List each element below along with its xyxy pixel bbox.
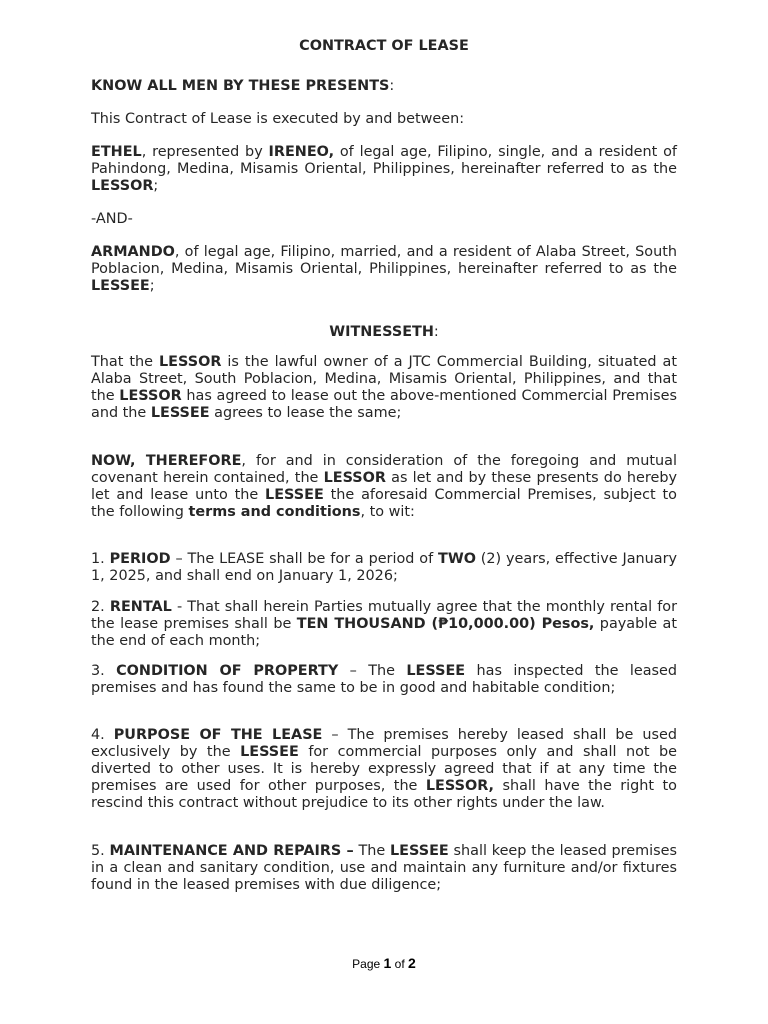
total-page-number: 2 (408, 955, 416, 971)
clause-rental: 2. RENTAL - That shall herein Parties mutually agree that the monthly rental for the lease premises shall be TEN THOUSAND (₱10,000.00) Pesos, payable at the end of each month; (91, 599, 677, 649)
and-separator: -AND- (91, 211, 133, 227)
current-page-number: 1 (383, 955, 392, 971)
page-word: Page (352, 957, 384, 971)
lessee-party-paragraph: ARMANDO, of legal age, Filipino, married, and a resident of Alaba Street, South Poblacion, Medina, Misamis Oriental, Philippines, hereinafter referred to as the LESSEE; (91, 244, 677, 294)
title-text: CONTRACT OF LEASE (299, 38, 469, 54)
witnesseth-heading: WITNESSETH: (329, 324, 439, 340)
preamble-heading: KNOW ALL MEN BY THESE PRESENTS: (91, 78, 395, 94)
of-word: of (391, 957, 409, 971)
clause-period: 1. PERIOD – The LEASE shall be for a period of TWO (2) years, effective January 1, 2025, and shall end on January 1, 2026; (91, 551, 678, 584)
document-title (91, 38, 677, 55)
clause-purpose-of-lease: 4. PURPOSE OF THE LEASE – The premises hereby leased shall be used exclusively by the LESSEE for commercial purposes only and shall not be diverted to other uses. It is hereby expressly agreed that if at any time the premises are used for other purposes, the LESSOR, shall have the right to rescind this contract without prejudice to its other rights under the law. (91, 727, 678, 811)
recital-paragraph: That the LESSOR is the lawful owner of a JTC Commercial Building, situated at Alaba Street, South Poblacion, Medina, Misamis Oriental, Philippines, and that the LESSOR has agreed to lease out the above-mentioned Commercial Premises and the LESSEE agrees to lease the same; (91, 354, 677, 421)
page-footer (0, 955, 768, 971)
clause-condition-of-property: 3. CONDITION OF PROPERTY – The LESSEE has inspected the leased premises and has found the same to be in good and habitable condition; (91, 663, 677, 696)
lessor-party-paragraph: ETHEL, represented by IRENEO, of legal age, Filipino, single, and a resident of Pahindong, Medina, Misamis Oriental, Philippines, hereinafter referred to as the LESSOR; (91, 144, 677, 194)
now-therefore-paragraph: NOW, THEREFORE, for and in consideration of the foregoing and mutual covenant herein contained, the LESSOR as let and by these presents do hereby let and lease unto the LESSEE the aforesaid Commercial Premises, subject to the following terms and conditions, to wit: (91, 453, 677, 520)
clause-maintenance-and-repairs: 5. MAINTENANCE AND REPAIRS – The LESSEE shall keep the leased premises in a clean and sanitary condition, use and maintain any furniture and/or fixtures found in the leased premises with due diligence; (91, 843, 677, 893)
preamble-intro: This Contract of Lease is executed by and between: (91, 111, 465, 127)
